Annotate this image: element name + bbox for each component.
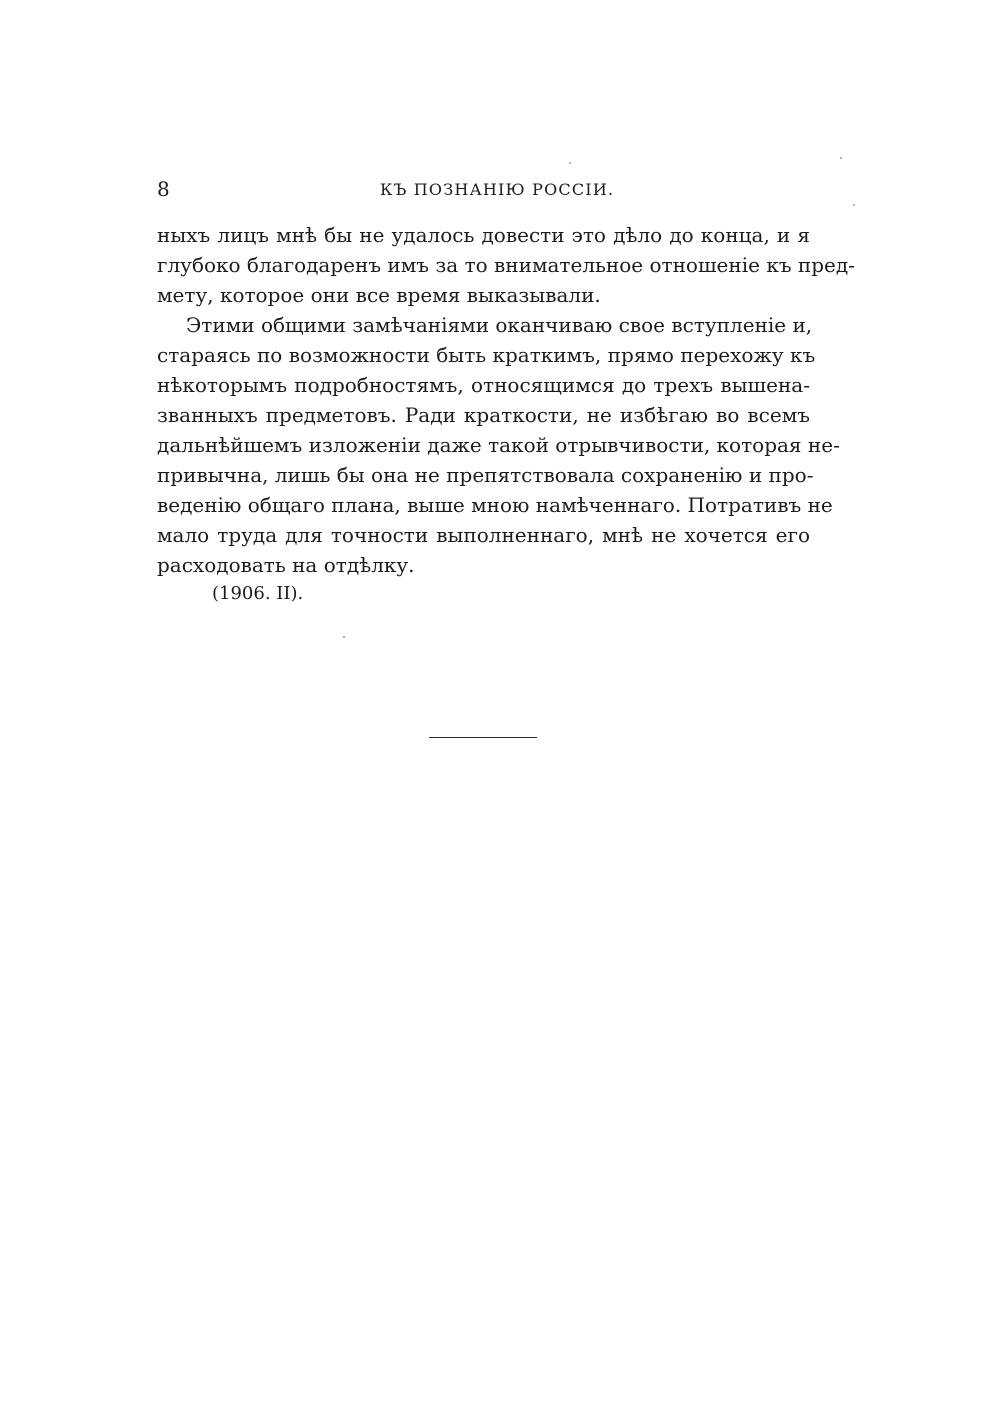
running-head: КЪ ПОЗНАНІЮ РОССІИ. [380,180,615,199]
text-line: расходовать на отдѣлку. [157,553,415,577]
text-line: ныхъ лицъ мнѣ бы не удалось довести это дѣло до конца, и я [157,223,810,247]
closing-rule [429,737,537,738]
text-line: мало труда для точности выполненнаго, мнѣ не хочется его [157,523,810,547]
text-line: дальнѣйшемъ изложеніи даже такой отрывчивости, которая не- [157,433,840,457]
text-line: веденію общаго плана, выше мною намѣченнаго. Потративъ не [157,493,833,517]
text-line: стараясь по возможности быть краткимъ, прямо перехожу къ [157,343,816,367]
paragraph-first-line: Этими общими замѣчаніями оканчиваю свое вступленіе и, [186,313,813,337]
text-line: глубоко благодаренъ имъ за то внимательное отношеніе къ пред- [157,253,855,277]
paper-speck [840,157,842,159]
text-line: привычна, лишь бы она не препятствовала сохраненію и про- [157,463,814,487]
dateline: (1906. II). [212,583,304,604]
paper-speck [569,162,571,164]
text-line: званныхъ предметовъ. Ради краткости, не избѣгаю во всемъ [157,403,810,427]
paper-speck [343,636,345,638]
text-line: нѣкоторымъ подробностямъ, относящимся до трехъ вышена- [157,373,810,397]
page-number: 8 [157,177,170,201]
text-line: мету, которое они все время выказывали. [157,283,601,307]
paper-speck [853,204,855,206]
